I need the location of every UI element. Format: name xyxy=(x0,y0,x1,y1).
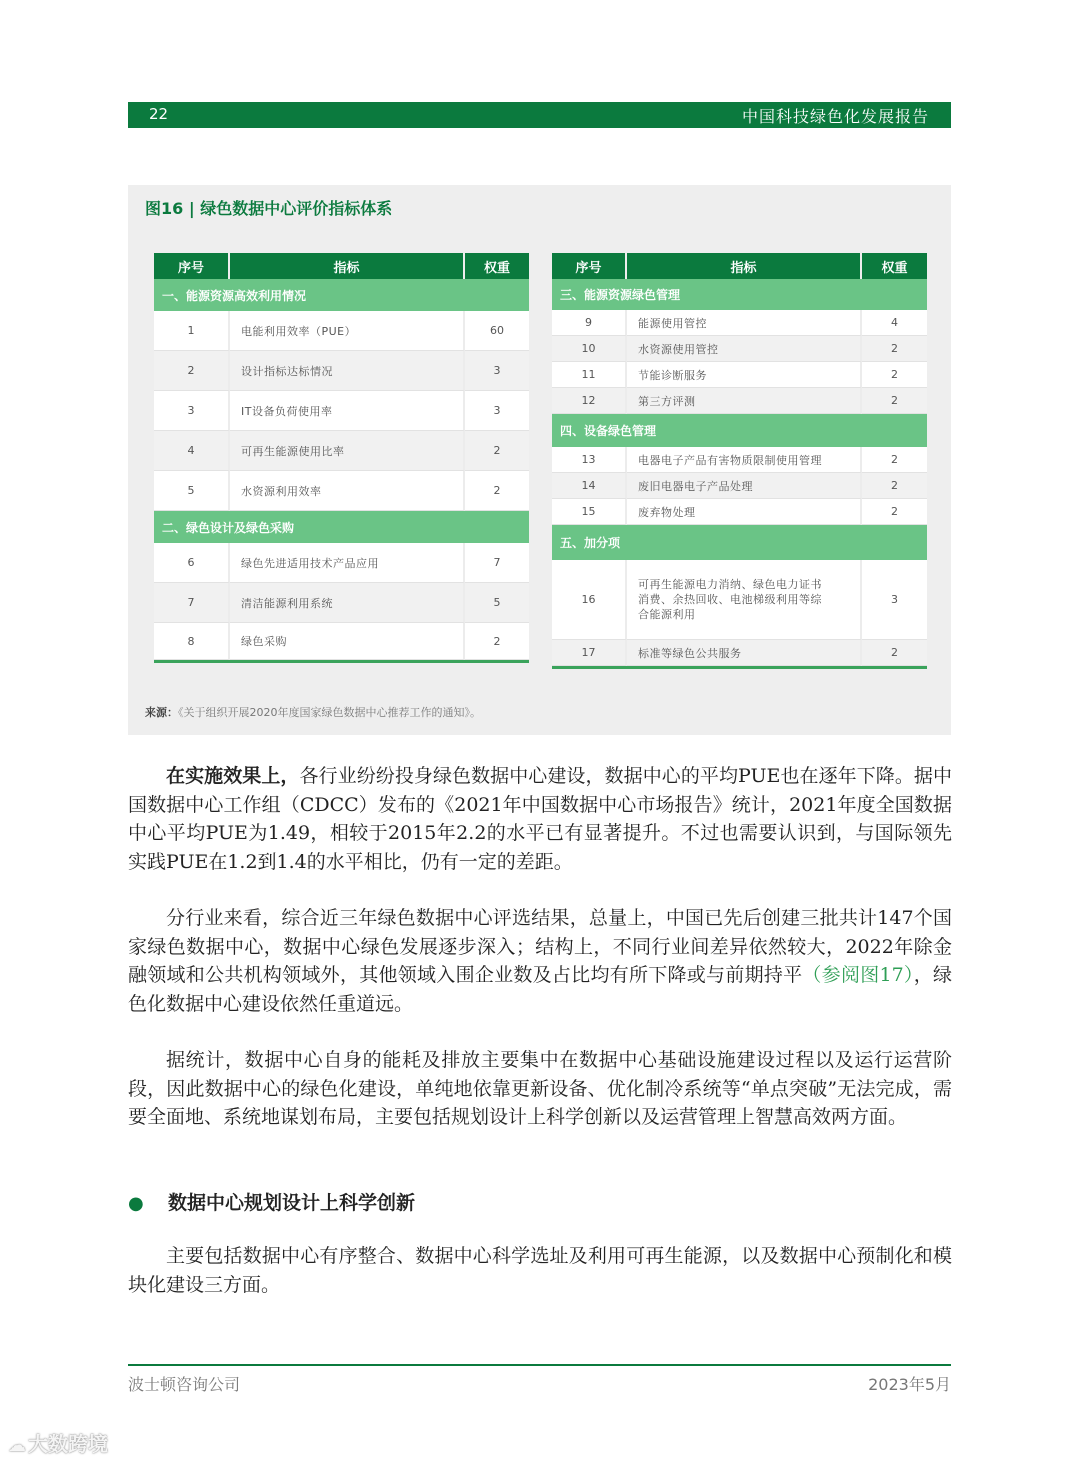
row-weight: 2 xyxy=(465,623,529,660)
paragraph-text: 主要包括数据中心有序整合、数据中心科学选址及利用可再生能源，以及数据中心预制化和模块化建设三方面。 xyxy=(128,1245,952,1296)
row-weight: 2 xyxy=(465,471,529,511)
table-row xyxy=(552,499,927,525)
paragraph-2 xyxy=(128,904,952,1018)
section-row xyxy=(154,511,529,543)
row-indicator: 水资源使用管控 xyxy=(627,336,862,362)
row-indicator-line: 合能源利用 xyxy=(638,608,696,621)
footer-company: 波士顿咨询公司 xyxy=(128,1375,241,1394)
section-row xyxy=(552,525,927,560)
watermark xyxy=(8,1428,108,1457)
col-header-weight: 权重 xyxy=(862,253,927,279)
bullet-dot-icon: ● xyxy=(128,1193,144,1214)
row-weight: 3 xyxy=(862,560,927,640)
watermark-logo-icon: ☁ xyxy=(8,1435,26,1456)
figure-panel xyxy=(128,185,951,735)
table-row xyxy=(154,391,529,431)
table-row xyxy=(154,351,529,391)
section-label: 五、加分项 xyxy=(552,525,927,560)
row-no: 1 xyxy=(154,311,230,351)
row-no: 3 xyxy=(154,391,230,431)
row-no: 9 xyxy=(552,310,627,336)
paragraph-4 xyxy=(128,1242,952,1299)
table-row xyxy=(154,431,529,471)
table-row xyxy=(154,311,529,351)
row-indicator: IT设备负荷使用率 xyxy=(230,391,465,431)
row-indicator: 水资源利用效率 xyxy=(230,471,465,511)
paragraph-text: 各行业纷纷投身绿色数据中心建设，数据中心的平均PUE也在逐年下降。据中国数据中心工作组（CDCC）发布的《2021年中国数据中心市场报告》统计，2021年度全国数据中心平均PUE为1.49，相较于2015年2.2的水平已有显著提升。不过也需要认识到，与国际领先实践PUE在1.2到1.4的水平相比，仍有一定的差距。 xyxy=(128,765,952,873)
source-text: 《关于组织开展2020年度国家绿色数据中心推荐工作的通知》。 xyxy=(178,706,481,719)
table-row xyxy=(552,362,927,388)
figure-source xyxy=(145,704,481,720)
row-no: 6 xyxy=(154,543,230,583)
row-indicator: 绿色采购 xyxy=(230,623,465,660)
row-weight: 2 xyxy=(862,336,927,362)
row-no: 13 xyxy=(552,447,627,473)
table-header-row xyxy=(154,253,529,279)
figure-title: 图16 | 绿色数据中心评价指标体系 xyxy=(145,199,393,218)
section-label: 一、能源资源高效利用情况 xyxy=(154,279,529,311)
section-label: 二、绿色设计及绿色采购 xyxy=(154,511,529,543)
paragraph-3 xyxy=(128,1046,952,1132)
row-indicator: 废旧电器电子产品处理 xyxy=(627,473,862,499)
row-weight: 2 xyxy=(862,388,927,414)
section-row xyxy=(552,279,927,310)
row-weight: 60 xyxy=(465,311,529,351)
row-weight: 2 xyxy=(862,640,927,666)
row-weight: 2 xyxy=(862,473,927,499)
table-row xyxy=(154,543,529,583)
row-no: 17 xyxy=(552,640,627,666)
row-no: 15 xyxy=(552,499,627,525)
table-row xyxy=(552,560,927,640)
row-no: 12 xyxy=(552,388,627,414)
row-no: 10 xyxy=(552,336,627,362)
table-row xyxy=(552,640,927,666)
row-weight: 2 xyxy=(862,362,927,388)
row-indicator: 绿色先进适用技术产品应用 xyxy=(230,543,465,583)
paragraph-text: ，绿色化数据中心建设依然任重道远。 xyxy=(128,964,952,1015)
col-header-indicator: 指标 xyxy=(230,253,465,279)
row-indicator: 清洁能源利用系统 xyxy=(230,583,465,623)
row-weight: 3 xyxy=(465,351,529,391)
page-number: 22 xyxy=(149,105,169,123)
source-label: 来源： xyxy=(145,706,178,719)
row-indicator: 节能诊断服务 xyxy=(627,362,862,388)
footer-divider xyxy=(128,1364,951,1366)
row-weight: 7 xyxy=(465,543,529,583)
table-row xyxy=(154,623,529,660)
section-row xyxy=(154,279,529,311)
footer-date: 2023年5月 xyxy=(868,1375,951,1394)
row-no: 11 xyxy=(552,362,627,388)
col-header-no: 序号 xyxy=(154,253,230,279)
table-row xyxy=(552,310,927,336)
row-no: 16 xyxy=(552,560,627,640)
row-no: 7 xyxy=(154,583,230,623)
row-weight: 5 xyxy=(465,583,529,623)
row-indicator: 废弃物处理 xyxy=(627,499,862,525)
row-indicator: 电能利用效率（PUE） xyxy=(230,311,465,351)
row-indicator-line: 可再生能源电力消纳、绿色电力证书 xyxy=(638,578,822,591)
row-weight: 2 xyxy=(862,447,927,473)
paragraph-text: 据统计，数据中心自身的能耗及排放主要集中在数据中心基础设施建设过程以及运行运营阶段，因此数据中心的绿色化建设，单纯地依靠更新设备、优化制冷系统等“单点突破”无法完成，需要全面地、系统地谋划布局，主要包括规划设计上科学创新以及运营管理上智慧高效两方面。 xyxy=(128,1049,952,1128)
table-row xyxy=(154,471,529,511)
right-indicator-table xyxy=(552,253,927,669)
row-weight: 2 xyxy=(465,431,529,471)
paragraph-text: 分行业来看，综合近三年绿色数据中心评选结果，总量上，中国已先后创建三批共计147个国家绿色数据中心，数据中心绿色发展逐步深入；结构上，不同行业间差异依然较大，2022年除金融领域和公共机构领域外，其他领域入围企业数及占比均有所下降或与前期持平 xyxy=(128,907,952,986)
paragraph-lead: 在实施效果上， xyxy=(166,765,300,787)
table-row xyxy=(154,583,529,623)
col-header-indicator: 指标 xyxy=(627,253,862,279)
table-row xyxy=(552,473,927,499)
row-indicator: 电器电子产品有害物质限制使用管理 xyxy=(627,447,862,473)
row-no: 14 xyxy=(552,473,627,499)
left-indicator-table xyxy=(154,253,529,663)
bullet-heading-text: 数据中心规划设计上科学创新 xyxy=(168,1192,416,1214)
bullet-heading xyxy=(128,1188,415,1215)
col-header-weight: 权重 xyxy=(465,253,529,279)
row-indicator: 标准等绿色公共服务 xyxy=(627,640,862,666)
figure-reference-link[interactable]: （参阅图17） xyxy=(802,964,914,986)
section-label: 三、能源资源绿色管理 xyxy=(552,279,927,310)
row-indicator-line: 消费、余热回收、电池梯级利用等综 xyxy=(638,593,822,606)
paragraph-1 xyxy=(128,762,952,876)
row-indicator xyxy=(627,560,862,640)
table-row xyxy=(552,336,927,362)
watermark-text: 大数跨境 xyxy=(28,1432,108,1456)
section-row xyxy=(552,414,927,447)
row-weight: 4 xyxy=(862,310,927,336)
row-no: 8 xyxy=(154,623,230,660)
report-title: 中国科技绿色化发展报告 xyxy=(741,107,929,126)
table-row xyxy=(552,447,927,473)
row-indicator: 设计指标达标情况 xyxy=(230,351,465,391)
row-indicator: 能源使用管控 xyxy=(627,310,862,336)
table-row xyxy=(552,388,927,414)
row-indicator: 可再生能源使用比率 xyxy=(230,431,465,471)
row-indicator: 第三方评测 xyxy=(627,388,862,414)
row-weight: 2 xyxy=(862,499,927,525)
page-header xyxy=(128,102,951,128)
row-no: 2 xyxy=(154,351,230,391)
row-weight: 3 xyxy=(465,391,529,431)
row-no: 5 xyxy=(154,471,230,511)
table-header-row xyxy=(552,253,927,279)
section-label: 四、设备绿色管理 xyxy=(552,414,927,447)
col-header-no: 序号 xyxy=(552,253,627,279)
row-no: 4 xyxy=(154,431,230,471)
